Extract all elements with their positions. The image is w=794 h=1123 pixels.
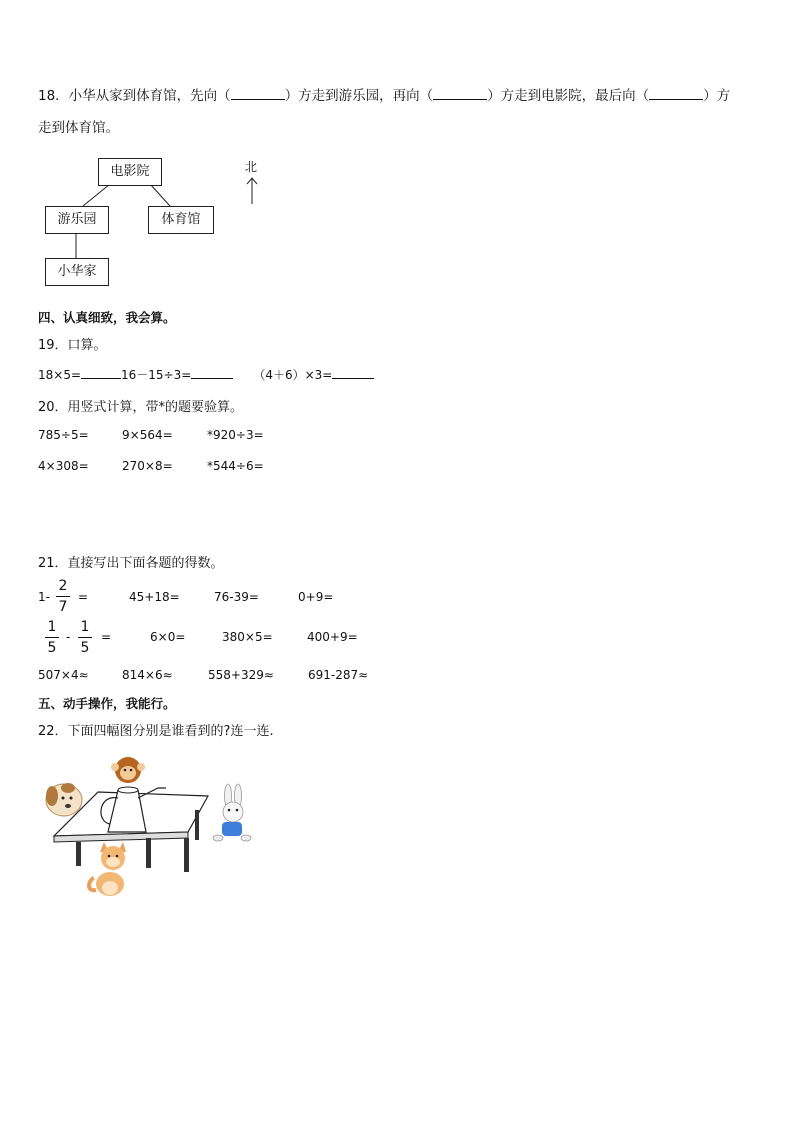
q21-r2-frac2-num: 1 — [80, 619, 90, 635]
q21-r2-frac1-den: 5 — [47, 640, 57, 656]
dog-icon — [46, 783, 82, 816]
q19-blank-2[interactable] — [191, 366, 233, 379]
table-leg — [76, 842, 81, 866]
q21-r3-item-4: 691-287≈ — [308, 668, 369, 682]
section4-title: 四、认真细致，我会算。 — [38, 310, 176, 325]
q19-title: 19．口算。 — [38, 338, 107, 353]
q18-text-d: ）方 — [703, 88, 731, 104]
q21-r1-fraction — [56, 577, 70, 616]
table-leg — [146, 838, 151, 868]
q21-r3-item-1: 507×4≈ — [38, 668, 89, 682]
q21-r1-item-1: 45+18= — [129, 590, 180, 604]
q20-r2-c3: *544÷6= — [207, 459, 264, 473]
rabbit-icon — [213, 784, 251, 841]
cinema-box: 电影院 — [98, 158, 162, 186]
home-box: 小华家 — [45, 258, 109, 286]
q22-title: 22．下面四幅图分别是谁看到的?连一连. — [38, 724, 274, 739]
q21-r2-frac1-num: 1 — [47, 619, 57, 635]
q18-text-a: 18．小华从家到体育馆，先向（ — [38, 88, 231, 104]
map-connector-lines — [0, 0, 300, 300]
table-leg — [195, 810, 199, 840]
q18-blank-3[interactable] — [649, 87, 703, 100]
q19-blank-3[interactable] — [332, 366, 374, 379]
q21-r1-item-3: 0+9= — [298, 590, 334, 604]
q21-r1-eq: = — [78, 590, 89, 604]
q21-r2-frac2-den: 5 — [80, 640, 90, 656]
q18-line2: 走到体育馆。 — [38, 120, 119, 136]
q21-r1-prefix: 1- — [38, 590, 50, 604]
q19-item-2: 16－15÷3= — [121, 368, 192, 382]
north-label: 北 — [245, 160, 258, 174]
cat-icon — [89, 842, 126, 896]
q19-item-3: （4＋6）×3= — [253, 368, 333, 382]
q19-blank-1[interactable] — [81, 366, 121, 379]
park-box: 游乐园 — [45, 206, 109, 234]
north-arrow-icon — [244, 176, 260, 206]
q21-r2-fraction-2 — [78, 618, 92, 657]
q21-r2-item-2: 380×5= — [222, 630, 273, 644]
section5-title: 五、动手操作，我能行。 — [38, 696, 176, 711]
q20-r1-c3: *920÷3= — [207, 428, 264, 442]
q21-r2-minus: - — [66, 630, 71, 644]
q19-item-1: 18×5= — [38, 368, 82, 382]
q18-text-c: ）方走到电影院，最后向（ — [487, 88, 650, 104]
q20-r2-c2: 270×8= — [122, 459, 173, 473]
q21-r1-frac-num: 2 — [58, 578, 68, 594]
q20-r1-c1: 785÷5= — [38, 428, 89, 442]
q20-r1-c2: 9×564= — [122, 428, 173, 442]
q21-title: 21．直接写出下面各题的得数。 — [38, 556, 224, 571]
q21-r2-fraction-1 — [45, 618, 59, 657]
q21-r3-item-2: 814×6≈ — [122, 668, 173, 682]
q20-title: 20．用竖式计算，带*的题要验算。 — [38, 400, 244, 415]
gym-box: 体育馆 — [148, 206, 214, 234]
q21-r1-frac-den: 7 — [58, 599, 68, 615]
q22-illustration — [38, 752, 258, 902]
q21-r2-item-3: 400+9= — [307, 630, 358, 644]
q21-r3-item-3: 558+329≈ — [208, 668, 274, 682]
q18-blank-2[interactable] — [433, 87, 487, 100]
table-leg — [184, 838, 189, 872]
q20-r2-c1: 4×308= — [38, 459, 89, 473]
q21-r2-item-1: 6×0= — [150, 630, 186, 644]
q18-text-b: ）方走到游乐园，再向（ — [284, 88, 434, 104]
q21-r1-item-2: 76-39= — [214, 590, 259, 604]
q21-r2-eq: = — [101, 630, 112, 644]
monkey-icon — [111, 757, 145, 783]
q19-row — [38, 366, 374, 383]
